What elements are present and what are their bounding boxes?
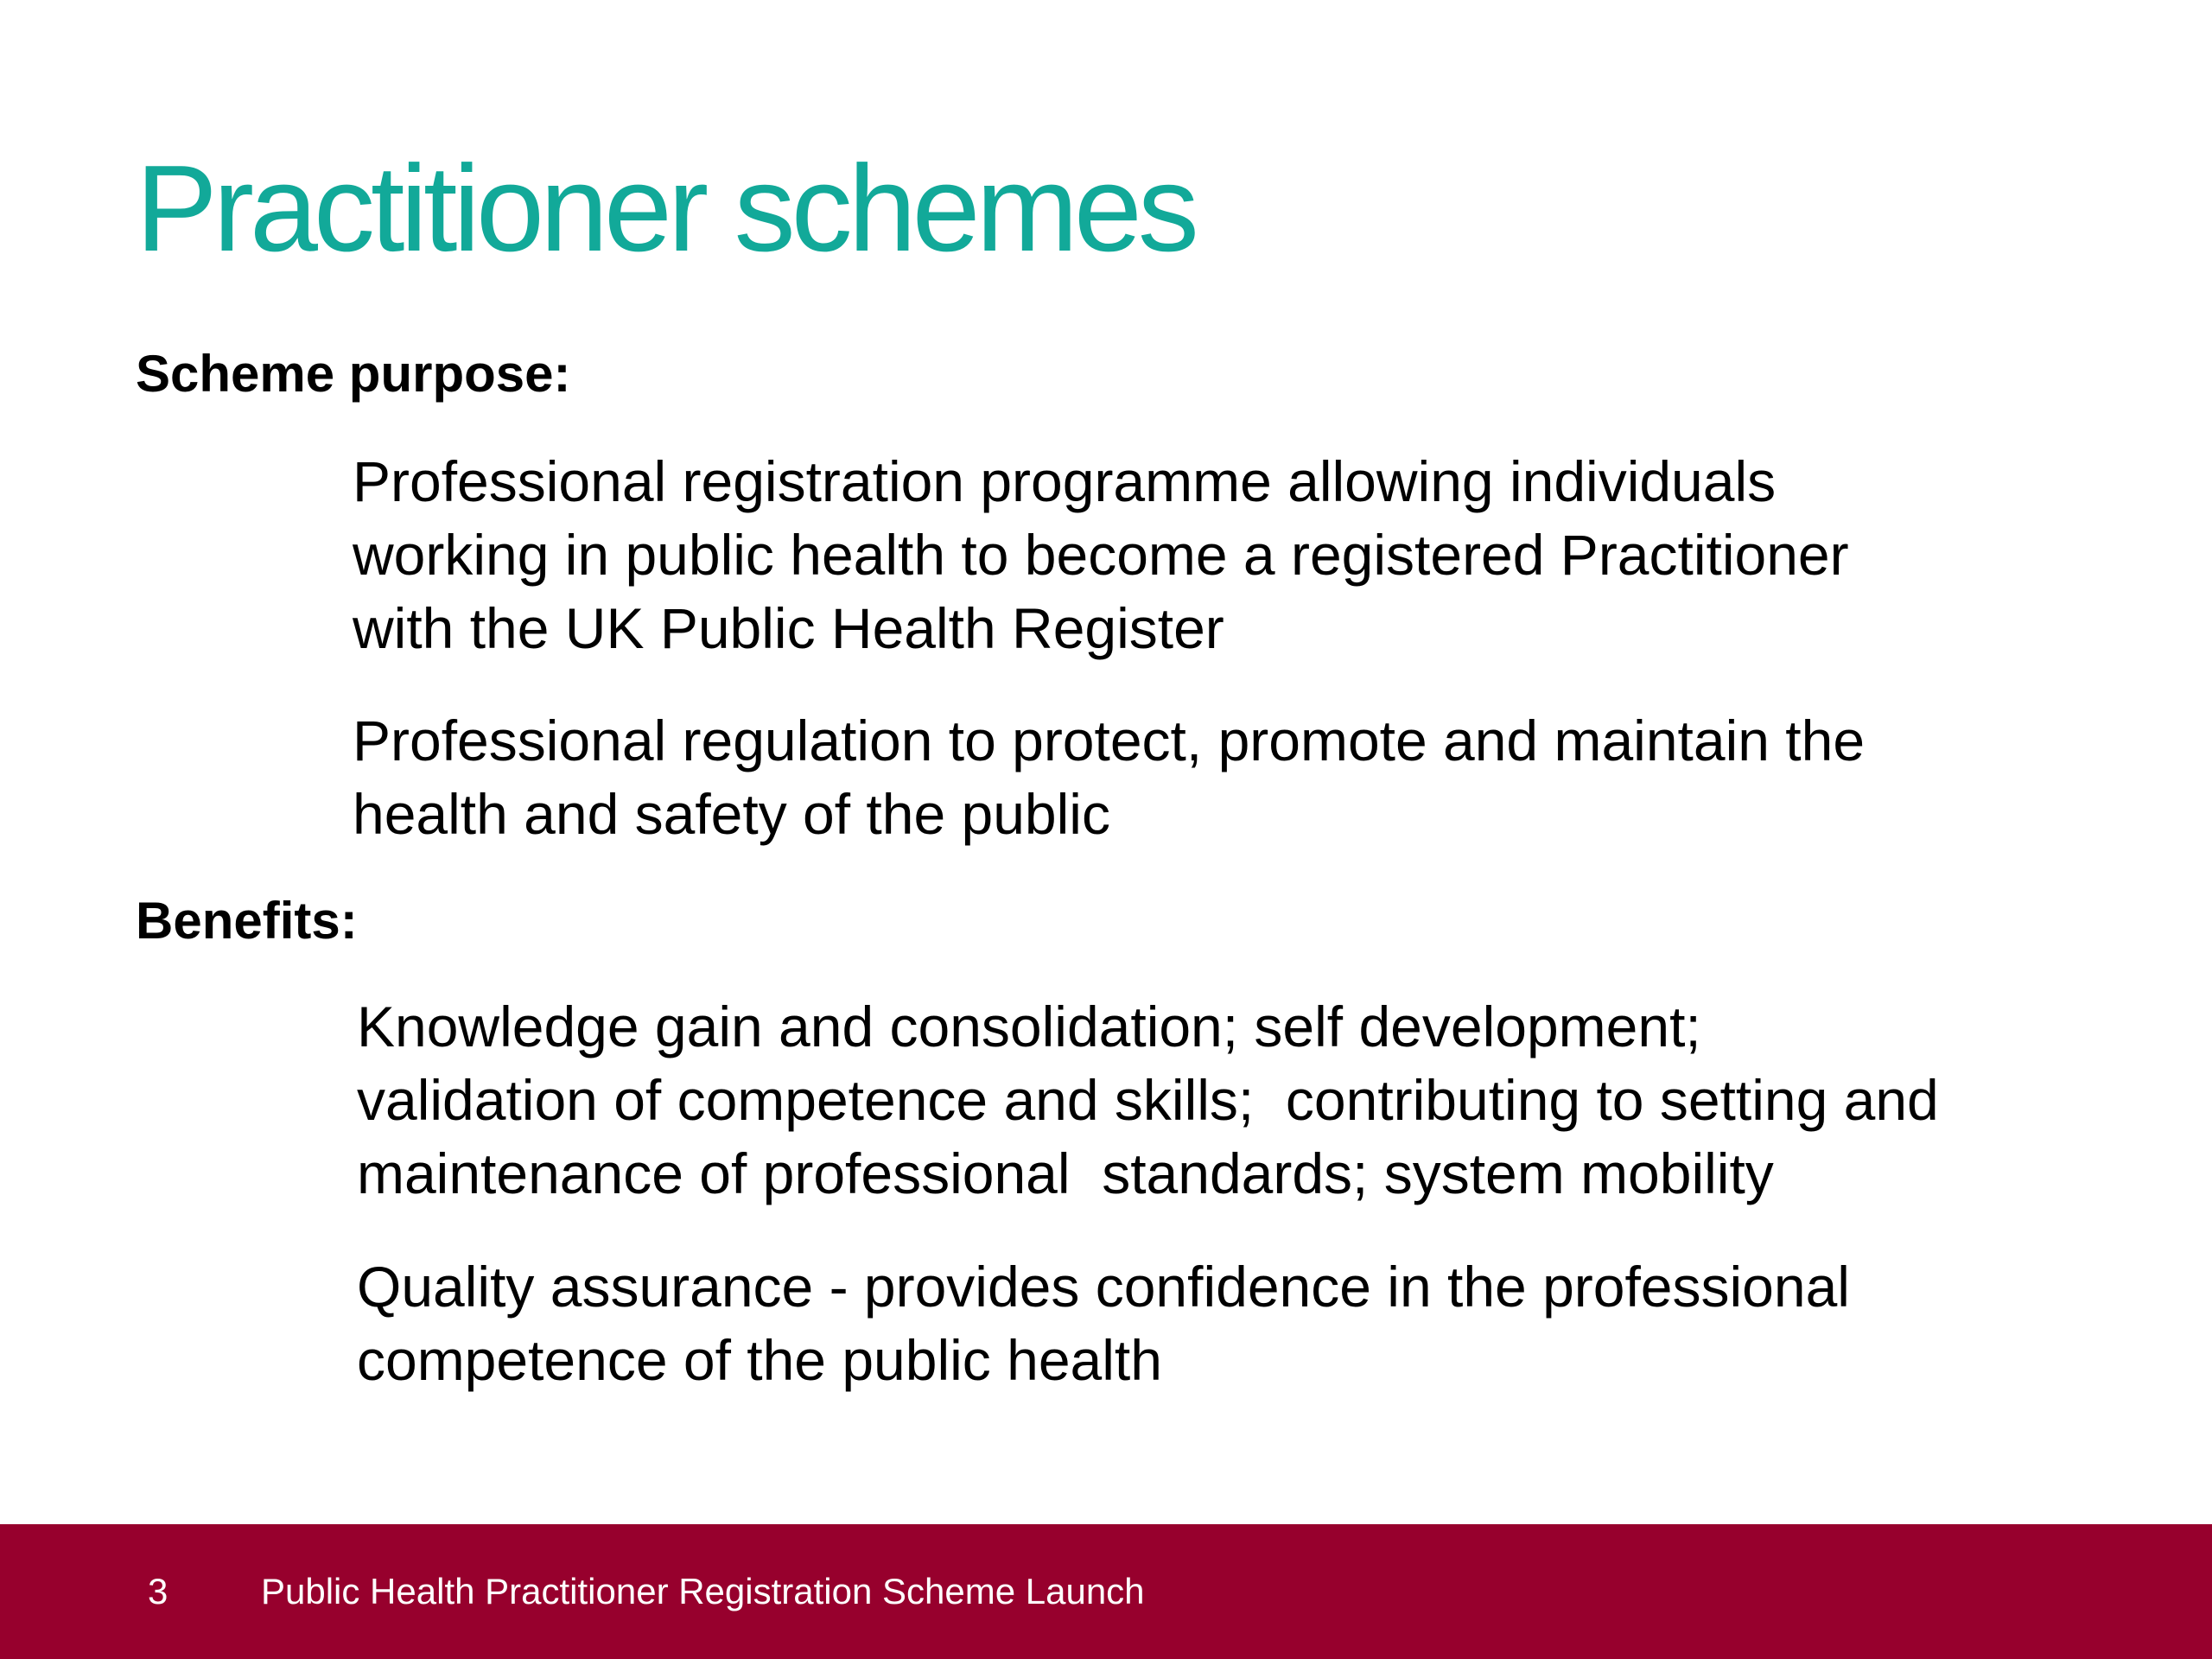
- paragraph-line: with the UK Public Health Register: [353, 596, 1224, 660]
- paragraph-line: Knowledge gain and consolidation; self development;: [357, 995, 1701, 1058]
- paragraph-line: maintenance of professional standards; system mobility: [357, 1141, 1774, 1205]
- slide-title: Practitioner schemes: [136, 140, 1195, 277]
- paragraph-line: health and safety of the public: [353, 782, 1110, 846]
- paragraph-line: Professional registration programme allowing individuals: [353, 449, 1777, 513]
- paragraph-line: Professional regulation to protect, promote and maintain the: [353, 709, 1866, 772]
- benefits-paragraph-1: [357, 990, 2212, 1211]
- scheme-purpose-paragraph-1: [353, 445, 2212, 665]
- paragraph-line: competence of the public health: [357, 1328, 1162, 1392]
- scheme-purpose-paragraph-2: [353, 704, 2212, 851]
- footer-title: Public Health Practitioner Registration Scheme Launch: [261, 1571, 1145, 1611]
- footer-bar: [0, 1524, 2212, 1659]
- slide-number: 3: [148, 1571, 168, 1611]
- scheme-purpose-heading: Scheme purpose:: [136, 345, 571, 403]
- benefits-paragraph-2: [357, 1250, 2212, 1397]
- benefits-heading: Benefits:: [136, 892, 358, 950]
- paragraph-line: working in public health to become a registered Practitioner: [353, 523, 1849, 587]
- paragraph-line: Quality assurance - provides confidence in the professional: [357, 1255, 1850, 1319]
- paragraph-line: validation of competence and skills; contributing to setting and: [357, 1068, 1939, 1132]
